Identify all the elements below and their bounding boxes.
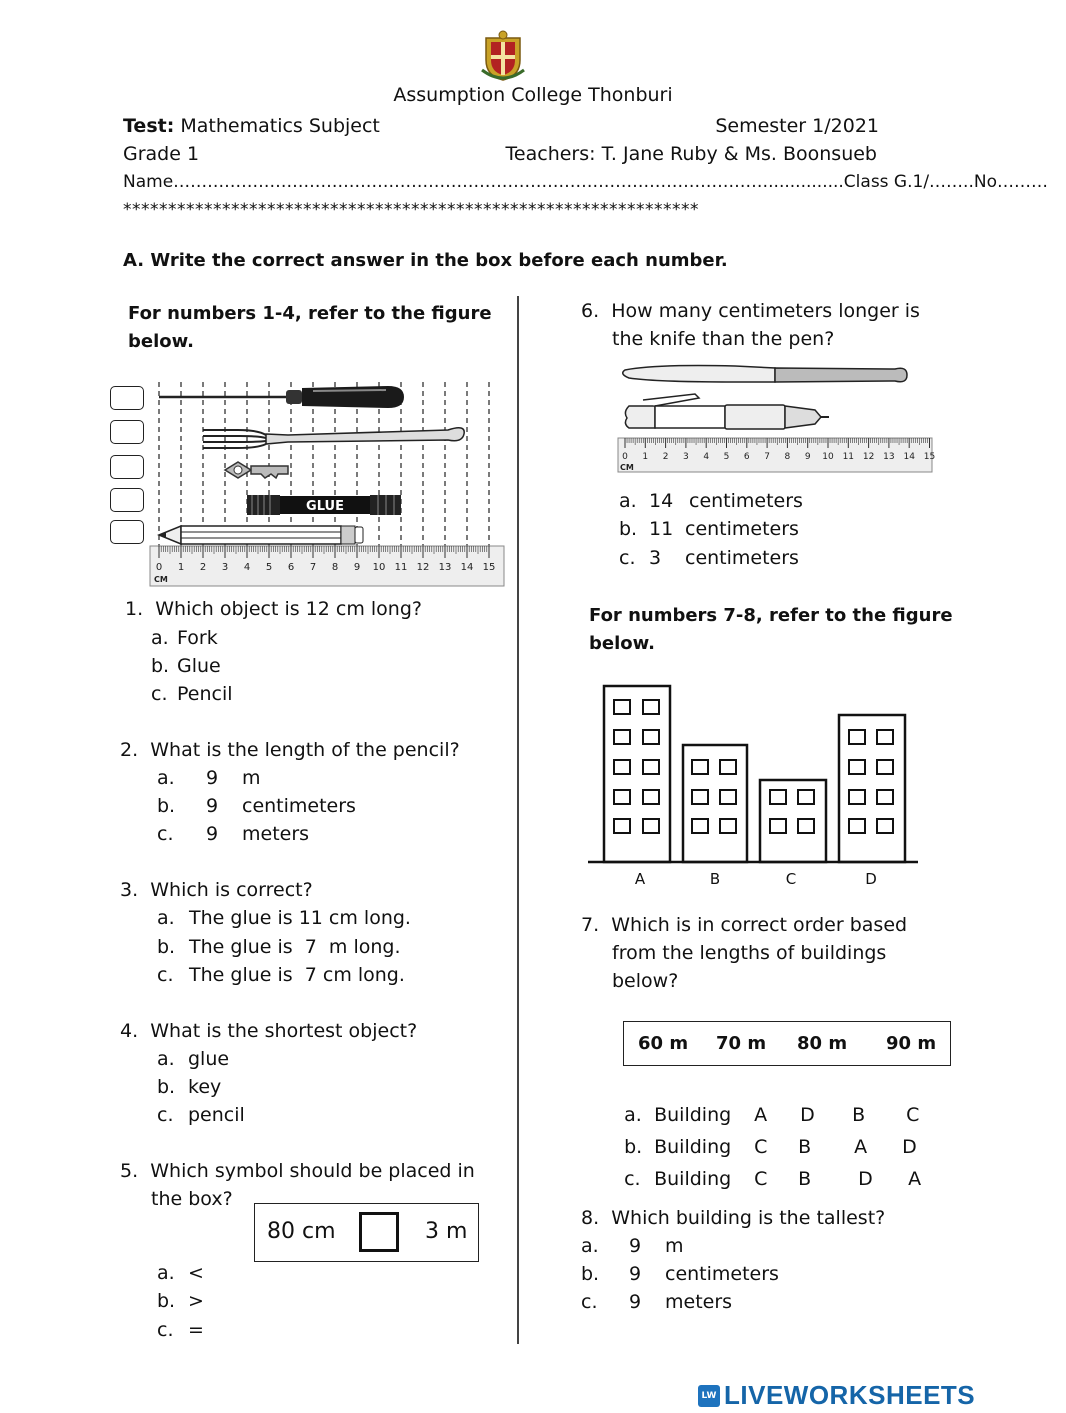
building-c-window — [798, 819, 814, 833]
building-d-window — [849, 819, 865, 833]
ruler-2-unit: CM — [620, 463, 634, 472]
knife-icon — [623, 366, 907, 383]
q4-option-c[interactable]: c. pencil — [157, 1104, 245, 1126]
column-divider — [517, 296, 519, 1344]
building-a-window — [614, 760, 630, 774]
ruler-1-label: 4 — [243, 562, 251, 573]
building-c-window — [770, 790, 786, 804]
question-6 — [581, 300, 920, 322]
grade: Grade 1 — [123, 143, 200, 165]
building-c-window — [798, 790, 814, 804]
ruler-1-label: 0 — [155, 562, 163, 573]
answer-box-3[interactable] — [110, 455, 144, 479]
question-5 — [120, 1160, 475, 1182]
ruler-2-label: 0 — [622, 452, 628, 462]
q3-number: 3. — [120, 879, 139, 901]
building-b-window — [720, 760, 736, 774]
q3-text: Which is correct? — [150, 879, 313, 901]
building-a-window — [643, 730, 659, 744]
lengths-box — [623, 1021, 951, 1066]
building-a-window — [614, 819, 630, 833]
building-label-d: D — [865, 870, 877, 888]
q5-option-c[interactable]: c. = — [157, 1319, 204, 1341]
building-label-c: C — [785, 870, 797, 888]
building-d-window — [877, 760, 893, 774]
ruler-2-label: 1 — [642, 452, 649, 462]
q4-text: What is the shortest object? — [150, 1020, 418, 1042]
measure-guide-lines — [159, 382, 489, 548]
q5-number: 5. — [120, 1160, 139, 1182]
ruler-1-label: 3 — [221, 562, 229, 573]
name-class-line: Name……………………………………………………………………………………………..............Class G.1/……..No……… — [123, 172, 1048, 192]
q1-option-b[interactable]: b. Glue — [151, 655, 221, 677]
question-3 — [120, 879, 313, 901]
length-2: 70 m — [716, 1033, 767, 1054]
ruler-1-label: 11 — [394, 562, 408, 573]
q6-option-c[interactable]: c. 3 centimeters — [619, 547, 799, 569]
q5-option-b[interactable]: b. > — [157, 1290, 204, 1312]
liveworksheets-logo[interactable] — [698, 1380, 975, 1411]
test-line — [123, 115, 380, 137]
length-4: 90 m — [886, 1033, 937, 1054]
ruler-2-label: 5 — [723, 452, 730, 462]
q7-number: 7. — [581, 914, 600, 936]
q2-number: 2. — [120, 739, 139, 761]
ruler-2-label: 4 — [703, 452, 710, 462]
q7-text-line3: below? — [612, 970, 679, 992]
q7-text-line2: from the lengths of buildings — [612, 942, 887, 964]
ruler-1-label: 9 — [353, 562, 361, 573]
question-8 — [581, 1207, 885, 1229]
glue-label: GLUE — [306, 499, 344, 514]
building-d-window — [877, 819, 893, 833]
ruler-2-label: 3 — [683, 452, 689, 462]
answer-box-4[interactable] — [110, 488, 144, 512]
building-c-window — [770, 819, 786, 833]
q3-option-c[interactable]: c. The glue is 7 cm long. — [157, 964, 405, 986]
q8-option-c[interactable]: c. 9 meters — [581, 1291, 733, 1313]
building-d-window — [877, 790, 893, 804]
question-7 — [581, 914, 907, 936]
ruler-1 — [150, 546, 504, 586]
q4-option-a[interactable]: a. glue — [157, 1048, 230, 1070]
building-a-window — [643, 819, 659, 833]
q7-option-c[interactable]: c. Building C B D A — [624, 1168, 922, 1190]
ruler-2-label: 13 — [883, 452, 895, 462]
ruler-2-label: 12 — [862, 452, 875, 462]
ruler-2-label: 8 — [784, 452, 791, 462]
building-b-window — [720, 790, 736, 804]
building-b-window — [720, 819, 736, 833]
compare-left: 80 cm — [267, 1219, 336, 1244]
objects-ruler-figure — [148, 378, 506, 588]
ruler-2 — [618, 438, 935, 472]
refer-1-4-note: For numbers 1-4, refer to the figure below. — [128, 303, 492, 352]
answer-box-1[interactable] — [110, 386, 144, 410]
building-a-window — [643, 700, 659, 714]
q8-option-a[interactable]: a. 9 m — [581, 1235, 684, 1257]
q4-number: 4. — [120, 1020, 139, 1042]
ruler-1-label: 5 — [265, 562, 273, 573]
q8-text: Which building is the tallest? — [611, 1207, 886, 1229]
test-subject: Mathematics Subject — [180, 115, 380, 137]
building-b-window — [692, 760, 708, 774]
building-d-window — [849, 790, 865, 804]
teachers: Teachers: T. Jane Ruby & Ms. Boonsueb — [505, 143, 877, 165]
q8-option-b[interactable]: b. 9 centimeters — [581, 1263, 779, 1285]
building-a-window — [614, 730, 630, 744]
q1-option-a[interactable]: a. Fork — [151, 627, 218, 649]
q2-text: What is the length of the pencil? — [150, 739, 460, 761]
screwdriver-icon — [159, 386, 404, 408]
school-crest-logo — [480, 30, 526, 82]
ruler-2-label: 14 — [903, 452, 915, 462]
building-a-window — [643, 760, 659, 774]
q6-option-b[interactable]: b. 11 centimeters — [619, 518, 799, 540]
liveworksheets-icon: LW — [698, 1385, 720, 1407]
q4-option-b[interactable]: b. key — [157, 1076, 222, 1098]
q5-text-line2: the box? — [151, 1188, 233, 1210]
buildings-figure — [588, 680, 920, 890]
q3-option-b[interactable]: b. The glue is 7 m long. — [157, 936, 401, 958]
star-divider: **************************************************************** — [123, 200, 699, 220]
building-a-window — [614, 790, 630, 804]
q8-number: 8. — [581, 1207, 600, 1229]
question-1 — [125, 598, 422, 620]
q5-option-a[interactable]: a. < — [157, 1262, 204, 1284]
q5-text-line1: Which symbol should be placed in — [150, 1160, 475, 1182]
glue-stick-icon — [247, 495, 401, 515]
pen-icon — [625, 394, 829, 429]
building-label-b: B — [709, 870, 721, 888]
building-a-window — [643, 790, 659, 804]
q7-option-b[interactable]: b. Building C B A D — [624, 1136, 917, 1158]
ruler-2-label: 9 — [804, 452, 811, 462]
q2-option-c[interactable]: c. 9 meters — [157, 823, 310, 845]
q1-text: Which object is 12 cm long? — [155, 598, 422, 620]
ruler-1-label: 8 — [331, 562, 339, 573]
section-a-instruction: A. Write the correct answer in the box before each number. — [123, 250, 728, 271]
q6-option-a[interactable]: a. 14 centimeters — [619, 490, 803, 512]
q3-option-a[interactable]: a. The glue is 11 cm long. — [157, 907, 411, 929]
building-b-window — [692, 790, 708, 804]
ruler-1-unit: CM — [154, 575, 168, 584]
ruler-2-label: 15 — [923, 452, 936, 462]
question-4 — [120, 1020, 417, 1042]
ruler-1-label: 15 — [482, 562, 496, 573]
ruler-1-label: 13 — [438, 562, 452, 573]
building-label-a: A — [634, 870, 646, 888]
q2-option-a[interactable]: a. 9 m — [157, 767, 261, 789]
school-name: Assumption College Thonburi — [393, 84, 673, 106]
ruler-2-label: 6 — [743, 452, 750, 462]
semester: Semester 1/2021 — [715, 115, 879, 137]
q1-number: 1. — [125, 598, 144, 620]
q6-text-line1: How many centimeters longer is — [611, 300, 920, 322]
ruler-1-label: 2 — [199, 562, 207, 573]
answer-box-5[interactable] — [110, 520, 144, 544]
q7-option-a[interactable]: a. Building A D B C — [624, 1104, 920, 1126]
q7-text-line1: Which is in correct order based — [611, 914, 908, 936]
test-label: Test: — [123, 115, 175, 137]
key-icon — [225, 462, 288, 478]
answer-box-2[interactable] — [110, 420, 144, 444]
ruler-1-label: 6 — [287, 562, 295, 573]
comparison-box — [254, 1203, 479, 1262]
length-3: 80 m — [797, 1033, 848, 1054]
question-2 — [120, 739, 460, 761]
ruler-1-label: 10 — [372, 562, 386, 573]
length-1: 60 m — [638, 1033, 689, 1054]
liveworksheets-text: LIVEWORKSHEETS — [724, 1380, 976, 1410]
compare-right: 3 m — [425, 1219, 468, 1244]
q6-number: 6. — [581, 300, 600, 322]
building-b-window — [692, 819, 708, 833]
ruler-2-label: 11 — [842, 452, 855, 462]
ruler-2-label: 2 — [662, 452, 669, 462]
ruler-2-label: 7 — [764, 452, 770, 462]
ruler-1-label: 12 — [416, 562, 430, 573]
building-d-window — [877, 730, 893, 744]
q6-text-line2: the knife than the pen? — [612, 328, 835, 350]
building-a-window — [614, 700, 630, 714]
q1-option-c[interactable]: c. Pencil — [151, 683, 233, 705]
refer-7-8-note: For numbers 7-8, refer to the figure below. — [589, 605, 953, 654]
knife-pen-ruler-figure — [615, 360, 935, 476]
fork-icon — [203, 428, 464, 448]
building-d-window — [849, 730, 865, 744]
ruler-1-label: 14 — [460, 562, 474, 573]
building-d-window — [849, 760, 865, 774]
ruler-1-label: 7 — [309, 562, 317, 573]
ruler-2-label: 10 — [822, 452, 834, 462]
symbol-blank-box[interactable] — [359, 1212, 399, 1252]
ruler-1-label: 1 — [177, 562, 185, 573]
q2-option-b[interactable]: b. 9 centimeters — [157, 795, 356, 817]
pencil-icon — [159, 526, 363, 544]
